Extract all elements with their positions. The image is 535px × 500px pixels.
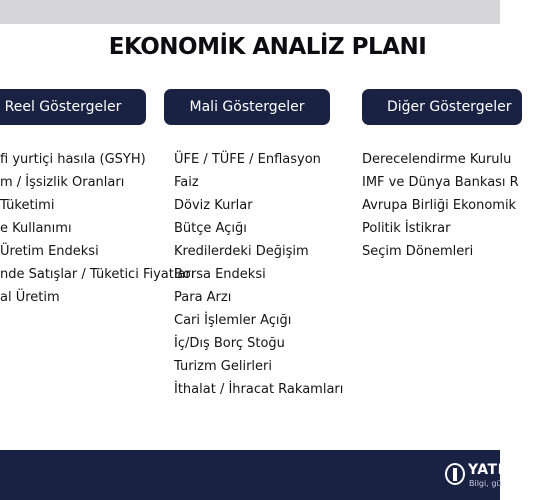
list-item: Derecelendirme Kurulu bbox=[362, 152, 512, 167]
list-item: Bütçe Açığı bbox=[174, 221, 247, 236]
list-item: nde Satışlar / Tüketici Fiyatları bbox=[0, 267, 195, 282]
list-item: Kredilerdeki Değişim bbox=[174, 244, 309, 259]
list-item: e Kullanımı bbox=[0, 221, 72, 236]
brand-logo-icon bbox=[445, 463, 465, 485]
other-indicators-header: Diğer Göstergeler bbox=[362, 89, 522, 125]
reel-indicators-list bbox=[0, 150, 194, 311]
list-item: Tüketimi bbox=[0, 198, 55, 213]
brand-tagline: Bilgi, gü bbox=[469, 479, 502, 488]
list-item: Seçim Dönemleri bbox=[362, 244, 474, 259]
list-item: Cari İşlemler Açığı bbox=[174, 313, 292, 328]
list-item: İthalat / İhracat Rakamları bbox=[174, 382, 344, 397]
list-item: İç/Dış Borç Stoğu bbox=[174, 336, 285, 351]
list-item: fi yurtiçi hasıla (GSYH) bbox=[0, 152, 146, 167]
reel-indicators-header: Reel Göstergeler bbox=[0, 89, 146, 125]
list-item: Politik İstikrar bbox=[362, 221, 451, 236]
list-item: Turizm Gelirleri bbox=[174, 359, 272, 374]
financial-indicators-header: Mali Göstergeler bbox=[164, 89, 330, 125]
list-item: Faiz bbox=[174, 175, 199, 190]
list-item: Döviz Kurlar bbox=[174, 198, 253, 213]
brand-name: YATIR bbox=[468, 462, 515, 478]
list-item: Üretim Endeksi bbox=[0, 244, 99, 259]
other-indicators-list bbox=[362, 150, 519, 265]
list-item: al Üretim bbox=[0, 290, 60, 305]
page-title: EKONOMİK ANALİZ PLANI bbox=[108, 34, 427, 60]
list-item: Para Arzı bbox=[174, 290, 232, 305]
financial-indicators-list bbox=[174, 150, 343, 403]
footer-bar bbox=[0, 450, 515, 500]
list-item: Borsa Endeksi bbox=[174, 267, 266, 282]
list-item: m / İşsizlik Oranları bbox=[0, 175, 125, 190]
list-item: IMF ve Dünya Bankası R bbox=[362, 175, 519, 190]
top-bar bbox=[0, 0, 500, 24]
list-item: Avrupa Birliği Ekonomik bbox=[362, 198, 517, 213]
list-item: ÜFE / TÜFE / Enflasyon bbox=[174, 152, 321, 167]
